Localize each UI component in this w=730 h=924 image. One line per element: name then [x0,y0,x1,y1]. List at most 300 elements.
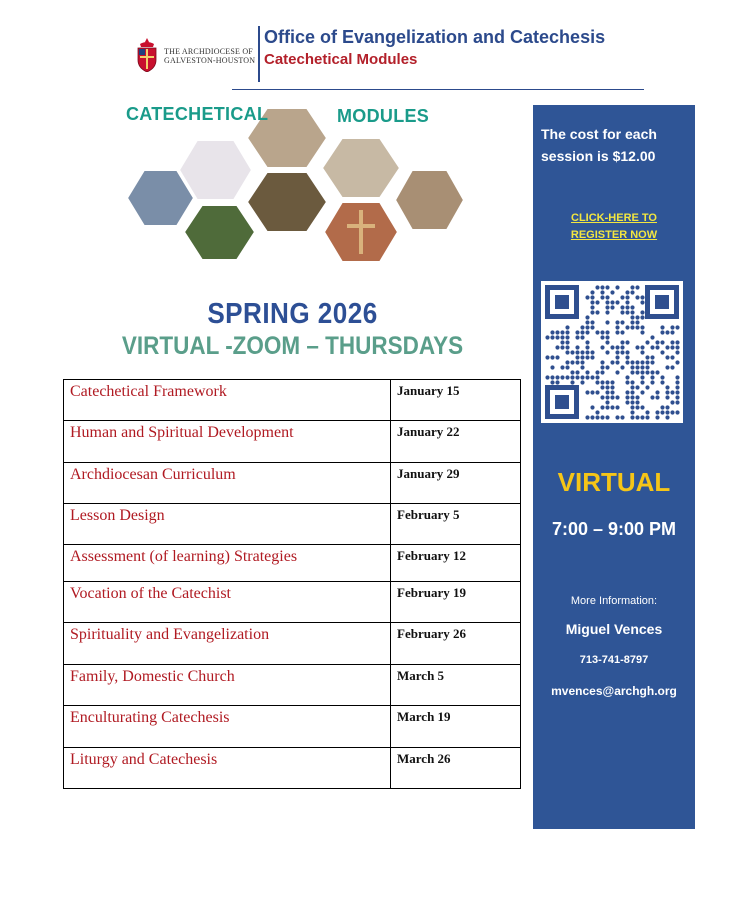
qr-module [570,380,574,384]
qr-module [610,385,614,389]
qr-module [570,375,574,379]
qr-module [565,345,569,349]
qr-module [675,380,679,384]
qr-module [615,285,619,289]
qr-module [635,315,639,319]
module-date: February 26 [391,623,521,665]
qr-module [635,320,639,324]
qr-module [555,335,559,339]
qr-module [575,360,579,364]
qr-module [635,345,639,349]
qr-module [660,375,664,379]
qr-module [605,320,609,324]
qr-module [650,360,654,364]
qr-module [560,340,564,344]
qr-module [630,390,634,394]
qr-module [650,370,654,374]
qr-module [635,285,639,289]
qr-module [590,350,594,354]
qr-module [610,390,614,394]
qr-module [645,370,649,374]
qr-module [605,415,609,419]
qr-module [620,340,624,344]
qr-module [600,345,604,349]
qr-module [565,360,569,364]
qr-module [635,395,639,399]
qr-module [590,375,594,379]
qr-module [645,385,649,389]
qr-module [565,330,569,334]
qr-module [630,315,634,319]
qr-module [565,335,569,339]
qr-module [640,350,644,354]
qr-module [600,330,604,334]
qr-module [660,405,664,409]
schedule-table [63,379,521,789]
qr-module [600,335,604,339]
format-heading: VIRTUAL -ZOOM – THURSDAYS [121,332,464,360]
qr-module [610,395,614,399]
more-info-label: More Information: [570,595,658,607]
qr-module [605,295,609,299]
qr-module [670,345,674,349]
register-line-2[interactable]: REGISTER NOW [570,229,658,241]
qr-module [570,370,574,374]
table-row [64,582,521,623]
qr-module [585,345,589,349]
qr-module [585,370,589,374]
qr-module [590,405,594,409]
qr-module [650,395,654,399]
qr-module [640,310,644,314]
qr-module [580,360,584,364]
qr-module [625,325,629,329]
register-line-1[interactable]: CLICK-HERE TO [571,212,657,224]
module-date: February 12 [391,545,521,582]
qr-module [585,375,589,379]
qr-module [675,340,679,344]
qr-module [640,405,644,409]
qr-module [575,330,579,334]
qr-module [635,405,639,409]
qr-module [580,350,584,354]
qr-module [610,345,614,349]
qr-module [560,330,564,334]
qr-module [630,415,634,419]
qr-module [645,365,649,369]
qr-module [605,305,609,309]
qr-module [605,405,609,409]
qr-module [595,390,599,394]
qr-module [615,300,619,304]
qr-module [640,330,644,334]
qr-module [605,335,609,339]
qr-finder-core [555,395,569,409]
qr-module [670,355,674,359]
office-title: Office of Evangelization and Catechesis [264,27,606,47]
qr-module [670,400,674,404]
table-row [64,380,521,421]
qr-module [585,295,589,299]
qr-module [625,380,629,384]
qr-module [670,390,674,394]
module-topic: Liturgy and Catechesis [64,748,391,789]
module-date: January 29 [391,463,521,504]
qr-finder-core [655,295,669,309]
qr-module [580,330,584,334]
qr-module [560,335,564,339]
qr-module [615,345,619,349]
mode-label: VIRTUAL [557,467,671,497]
qr-module [665,390,669,394]
archdiocese-crest-icon [136,38,158,72]
qr-module [605,380,609,384]
table-row [64,463,521,504]
qr-module [630,405,634,409]
qr-module [615,415,619,419]
qr-module [670,365,674,369]
qr-module [635,400,639,404]
qr-module [585,340,589,344]
qr-module [600,395,604,399]
qr-module [645,360,649,364]
qr-module [635,385,639,389]
qr-module [585,350,589,354]
module-topic: Family, Domestic Church [64,665,391,706]
qr-module [665,415,669,419]
module-topic: Spirituality and Evangelization [64,623,391,665]
module-date: March 19 [391,706,521,748]
register-link[interactable] [533,210,695,244]
qr-module [650,375,654,379]
qr-module [590,290,594,294]
qr-module [605,365,609,369]
qr-module [625,340,629,344]
qr-module [600,290,604,294]
qr-module [550,355,554,359]
table-row [64,748,521,789]
qr-module [605,330,609,334]
photo-hexagon [322,138,400,198]
qr-module [660,340,664,344]
qr-module [665,330,669,334]
term-heading: SPRING 2026 [207,298,378,330]
qr-module [590,355,594,359]
qr-module [675,360,679,364]
qr-module [545,355,549,359]
qr-module [615,405,619,409]
qr-module [585,415,589,419]
qr-module [675,400,679,404]
qr-module [640,300,644,304]
qr-module [640,360,644,364]
qr-module [575,335,579,339]
qr-module [645,355,649,359]
qr-module [655,415,659,419]
table-row [64,706,521,748]
qr-module [550,375,554,379]
qr-module [575,375,579,379]
qr-module [610,290,614,294]
qr-module [630,320,634,324]
qr-module [645,340,649,344]
qr-module [640,370,644,374]
qr-module [650,355,654,359]
qr-module [675,385,679,389]
qr-module [605,285,609,289]
photo-hexagon [247,172,327,232]
qr-module [665,355,669,359]
qr-module [625,400,629,404]
qr-module [670,410,674,414]
qr-module [585,325,589,329]
table-row [64,421,521,463]
table-row [64,504,521,545]
qr-module [625,300,629,304]
qr-module [640,380,644,384]
qr-module [565,340,569,344]
qr-module [625,295,629,299]
qr-module [565,375,569,379]
qr-module [545,335,549,339]
qr-module [645,415,649,419]
qr-module [580,325,584,329]
qr-module [620,320,624,324]
qr-module [615,360,619,364]
qr-module [585,390,589,394]
office-subtitle: Catechetical Modules [264,51,418,68]
qr-module [630,290,634,294]
module-topic: Archdiocesan Curriculum [64,463,391,504]
qr-module [675,395,679,399]
qr-module [590,325,594,329]
contact-email[interactable]: mvences@archgh.org [551,684,677,698]
module-date: January 22 [391,421,521,463]
qr-module [585,320,589,324]
qr-module [605,390,609,394]
qr-module [635,325,639,329]
qr-module [575,350,579,354]
archdiocese-line-1: THE ARCHDIOCESE OF [164,47,253,56]
qr-module [655,395,659,399]
qr-module [645,410,649,414]
qr-module [550,335,554,339]
header-divider [258,26,260,82]
qr-module [640,365,644,369]
qr-module [670,340,674,344]
qr-module [615,350,619,354]
qr-module [625,350,629,354]
qr-module [665,410,669,414]
module-date: January 15 [391,380,521,421]
qr-module [670,325,674,329]
qr-module [620,295,624,299]
module-date: February 5 [391,504,521,545]
qr-module [630,380,634,384]
qr-module [590,295,594,299]
qr-module [625,290,629,294]
qr-module [560,345,564,349]
qr-module [660,380,664,384]
qr-module [665,345,669,349]
qr-module [635,370,639,374]
qr-module [635,415,639,419]
qr-module [650,345,654,349]
qr-module [655,390,659,394]
qr-module [595,330,599,334]
qr-module [550,330,554,334]
qr-module [590,305,594,309]
module-topic: Lesson Design [64,504,391,545]
qr-module [640,345,644,349]
qr-module [555,375,559,379]
qr-module [630,365,634,369]
qr-module [655,340,659,344]
qr-module [585,355,589,359]
qr-module [605,340,609,344]
qr-module [675,375,679,379]
qr-code-icon [541,281,683,423]
table-row [64,665,521,706]
qr-module [575,355,579,359]
qr-module [670,330,674,334]
qr-module [590,415,594,419]
header-rule [232,89,644,90]
qr-module [555,380,559,384]
qr-module [650,335,654,339]
qr-module [675,410,679,414]
qr-module [580,375,584,379]
qr-module [600,415,604,419]
module-date: March 5 [391,665,521,706]
qr-module [630,310,634,314]
qr-module [555,345,559,349]
qr-module [615,320,619,324]
qr-module [590,390,594,394]
qr-module [625,355,629,359]
qr-module [640,295,644,299]
qr-module [590,320,594,324]
qr-module [585,330,589,334]
qr-module [600,405,604,409]
photo-hexagon [395,170,464,230]
info-sidebar [533,105,695,829]
qr-module [660,325,664,329]
qr-module [610,300,614,304]
qr-module [615,330,619,334]
qr-module [590,310,594,314]
table-row [64,623,521,665]
module-date: March 26 [391,748,521,789]
qr-module [630,360,634,364]
banner-modules: MODULES [337,106,430,126]
qr-module [635,360,639,364]
qr-module [590,300,594,304]
module-topic: Vocation of the Catechist [64,582,391,623]
module-topic: Enculturating Catechesis [64,706,391,748]
qr-module [650,380,654,384]
qr-module [625,395,629,399]
qr-module [595,380,599,384]
qr-code[interactable] [541,281,683,423]
session-time: 7:00 – 9:00 PM [551,519,677,539]
qr-module [580,335,584,339]
qr-module [605,400,609,404]
qr-module [600,370,604,374]
cost-note [541,123,691,167]
qr-module [595,310,599,314]
qr-module [600,380,604,384]
qr-module [575,345,579,349]
qr-module [555,355,559,359]
contact-name: Miguel Vences [565,621,663,637]
qr-module [660,410,664,414]
qr-module [630,285,634,289]
qr-module [595,410,599,414]
qr-module [600,365,604,369]
qr-module [600,385,604,389]
qr-module [660,350,664,354]
qr-module [635,365,639,369]
qr-module [580,380,584,384]
qr-module [605,385,609,389]
module-topic: Assessment (of learning) Strategies [64,545,391,582]
qr-module [560,365,564,369]
module-topic: Catechetical Framework [64,380,391,421]
qr-module [630,370,634,374]
qr-module [610,305,614,309]
qr-module [675,345,679,349]
qr-module [620,365,624,369]
qr-module [665,395,669,399]
qr-module [665,405,669,409]
qr-module [595,415,599,419]
qr-module [555,330,559,334]
qr-module [655,410,659,414]
qr-module [570,360,574,364]
qr-module [600,360,604,364]
qr-module [585,315,589,319]
contact-phone[interactable]: 713-741-8797 [579,654,649,666]
qr-module [640,325,644,329]
qr-module [605,350,609,354]
qr-module [605,395,609,399]
cross-emblem [359,210,363,254]
qr-module [610,380,614,384]
qr-module [610,360,614,364]
qr-module [580,365,584,369]
archdiocese-line-2: GALVESTON-HOUSTON [164,56,256,65]
qr-module [615,355,619,359]
qr-module [655,370,659,374]
qr-module [605,310,609,314]
qr-module [665,365,669,369]
cross-emblem-bar [347,224,375,228]
qr-module [615,325,619,329]
qr-module [565,325,569,329]
qr-module [550,380,554,384]
qr-module [620,345,624,349]
table-row [64,545,521,582]
qr-module [620,415,624,419]
qr-module [615,395,619,399]
hexagon-photos [127,108,464,262]
qr-module [620,330,624,334]
qr-module [630,305,634,309]
qr-module [600,295,604,299]
qr-module [595,285,599,289]
qr-module [610,405,614,409]
